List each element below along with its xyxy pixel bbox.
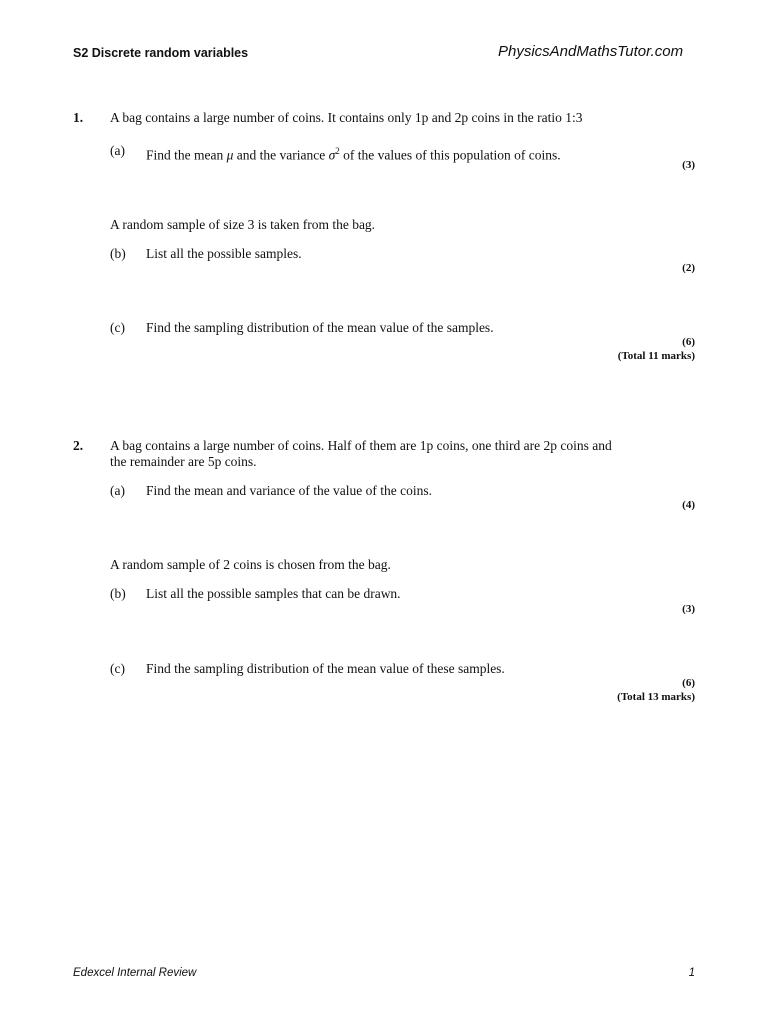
question-2c-label: (c) [110,661,125,676]
question-2-intro-b: A random sample of 2 coins is chosen from the bag. [110,557,391,572]
question-1a-label: (a) [110,143,125,158]
question-1a-marks: (3) [682,159,695,171]
question-2b-text: List all the possible samples that can be drawn. [146,586,401,601]
question-1-total: (Total 11 marks) [617,350,695,362]
question-2c-text: Find the sampling distribution of the mean value of these samples. [146,661,505,676]
sigma-symbol: σ [328,147,336,163]
question-2c-marks: (6) [682,677,695,689]
question-2a-label: (a) [110,483,125,498]
question-2-number: 2. [73,438,84,453]
question-1b-marks: (2) [682,262,695,274]
question-2b-label: (b) [110,586,126,601]
question-1-number: 1. [73,110,84,125]
question-1a-mid: and the variance [236,147,326,163]
question-1-intro-b: A random sample of size 3 is taken from the bag. [110,217,376,232]
question-1c-text: Find the sampling distribution of the mean value of the samples. [146,320,494,335]
question-2-total: (Total 13 marks) [617,691,695,703]
question-1b-text: List all the possible samples. [146,246,302,261]
question-1b-label: (b) [110,246,126,261]
document-header-title: S2 Discrete random variables [73,46,249,60]
question-2-stem-line1: A bag contains a large number of coins. Half of them are 1p coins, one third are 2p coins and [110,438,612,453]
question-1a-post: of the values of this population of coins. [343,147,561,163]
mu-symbol: μ [226,147,234,163]
question-2a-marks: (4) [682,499,695,511]
site-watermark: PhysicsAndMathsTutor.com [498,43,684,60]
page-number: 1 [688,967,695,979]
footer-source: Edexcel Internal Review [73,967,197,979]
question-2b-marks: (3) [682,603,695,615]
question-1a-text [146,143,561,164]
question-1c-marks: (6) [682,336,695,348]
question-1c-label: (c) [110,320,125,335]
sigma-exponent: 2 [335,146,340,156]
question-2-stem-line2: the remainder are 5p coins. [110,454,257,469]
question-1a-pre: Find the mean [146,147,224,163]
question-1-stem: A bag contains a large number of coins. It contains only 1p and 2p coins in the ratio 1:3 [110,110,583,125]
question-2a-text: Find the mean and variance of the value of the coins. [146,483,433,498]
